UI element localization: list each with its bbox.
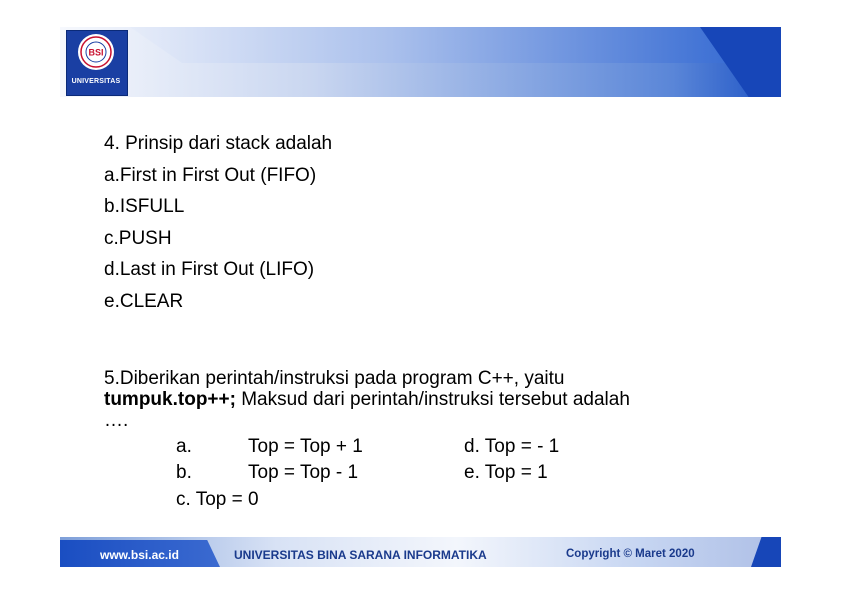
question-4-option-c: c.PUSH: [104, 227, 172, 249]
question-5-option-b-text: Top = Top - 1: [248, 462, 359, 483]
question-5-code: tumpuk.top++;: [104, 389, 236, 410]
question-5-option-b-label: b.: [176, 462, 192, 483]
question-5-tail: Maksud dari perintah/instruksi tersebut adalah: [235, 389, 630, 410]
footer-university-name: UNIVERSITAS BINA SARANA INFORMATIKA: [234, 548, 487, 562]
question-5-option-a-text: Top = Top + 1: [248, 436, 363, 457]
question-4-option-a: a.First in First Out (FIFO): [104, 164, 317, 186]
question-4-option-e: e.CLEAR: [104, 290, 184, 312]
question-5-option-c: c. Top = 0: [176, 489, 259, 510]
question-5: [104, 368, 744, 431]
question-5-intro: 5.Diberikan perintah/instruksi pada program C++, yaitu: [104, 368, 565, 389]
question-4-option-b: b.ISFULL: [104, 196, 185, 217]
footer-copyright: Copyright © Maret 2020: [566, 548, 695, 560]
svg-text:BSI: BSI: [88, 47, 104, 58]
header-stripe: [130, 27, 781, 63]
footer-website: www.bsi.ac.id: [100, 548, 179, 562]
question-5-option-e: e. Top = 1: [464, 462, 548, 483]
question-4-prompt: 4. Prinsip dari stack adalah: [104, 133, 333, 154]
question-4-option-d: d.Last in First Out (LIFO): [104, 259, 315, 280]
logo-label: UNIVERSITAS: [71, 78, 121, 85]
question-5-ellipsis: ….: [104, 410, 129, 431]
bsi-seal-icon: [76, 32, 116, 72]
question-5-line-2: [104, 389, 744, 410]
question-5-option-d: d. Top = - 1: [464, 436, 560, 457]
question-5-option-a-label: a.: [176, 436, 192, 457]
question-4: [104, 128, 332, 317]
